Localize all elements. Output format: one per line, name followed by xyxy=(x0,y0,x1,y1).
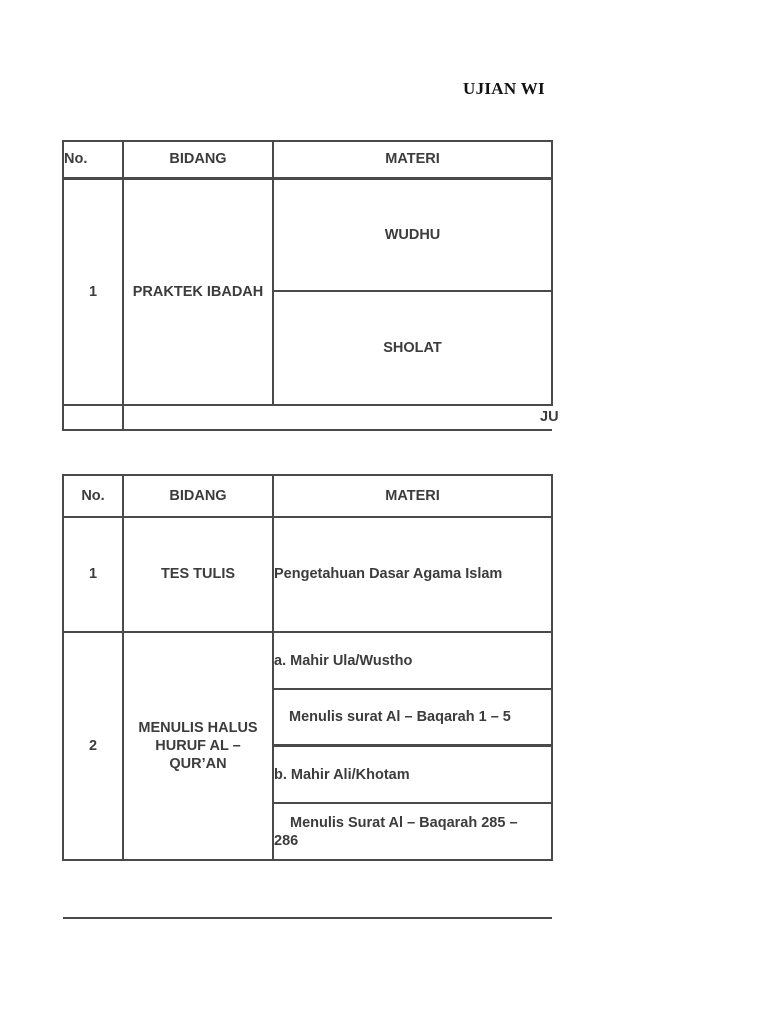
header-bidang: BIDANG xyxy=(169,151,227,167)
materi-item: Pengetahuan Dasar Agama Islam xyxy=(274,566,503,582)
materi-item: Menulis surat Al – Baqarah 1 – 5 xyxy=(289,709,511,725)
table-border xyxy=(63,859,552,861)
row-bidang: TES TULIS xyxy=(160,566,236,582)
row-number: 2 xyxy=(88,738,98,754)
header-materi: MATERI xyxy=(385,151,440,167)
footer-total-label: JU xyxy=(540,409,559,425)
materi-item: Menulis Surat Al – Baqarah 285 – 286 xyxy=(274,815,518,849)
header-materi: MATERI xyxy=(385,487,440,504)
table-border xyxy=(63,404,552,406)
header-no: No. xyxy=(81,487,105,504)
page-title: UJIAN WI xyxy=(463,79,545,98)
row-bidang: MENULIS HALUS HURUF AL – QUR’AN xyxy=(138,720,258,772)
materi-item: a. Mahir Ula/Wustho xyxy=(274,652,413,669)
row-number: 1 xyxy=(88,283,98,300)
header-no: No. xyxy=(64,151,88,167)
row-bidang: PRAKTEK IBADAH xyxy=(132,283,264,300)
header-bidang: BIDANG xyxy=(169,487,227,504)
bottom-divider xyxy=(63,917,552,919)
table-border xyxy=(63,429,552,431)
materi-item: b. Mahir Ali/Khotam xyxy=(274,766,410,783)
materi-item: SHOLAT xyxy=(383,340,442,356)
materi-item: WUDHU xyxy=(384,226,441,243)
row-number: 1 xyxy=(88,566,98,582)
